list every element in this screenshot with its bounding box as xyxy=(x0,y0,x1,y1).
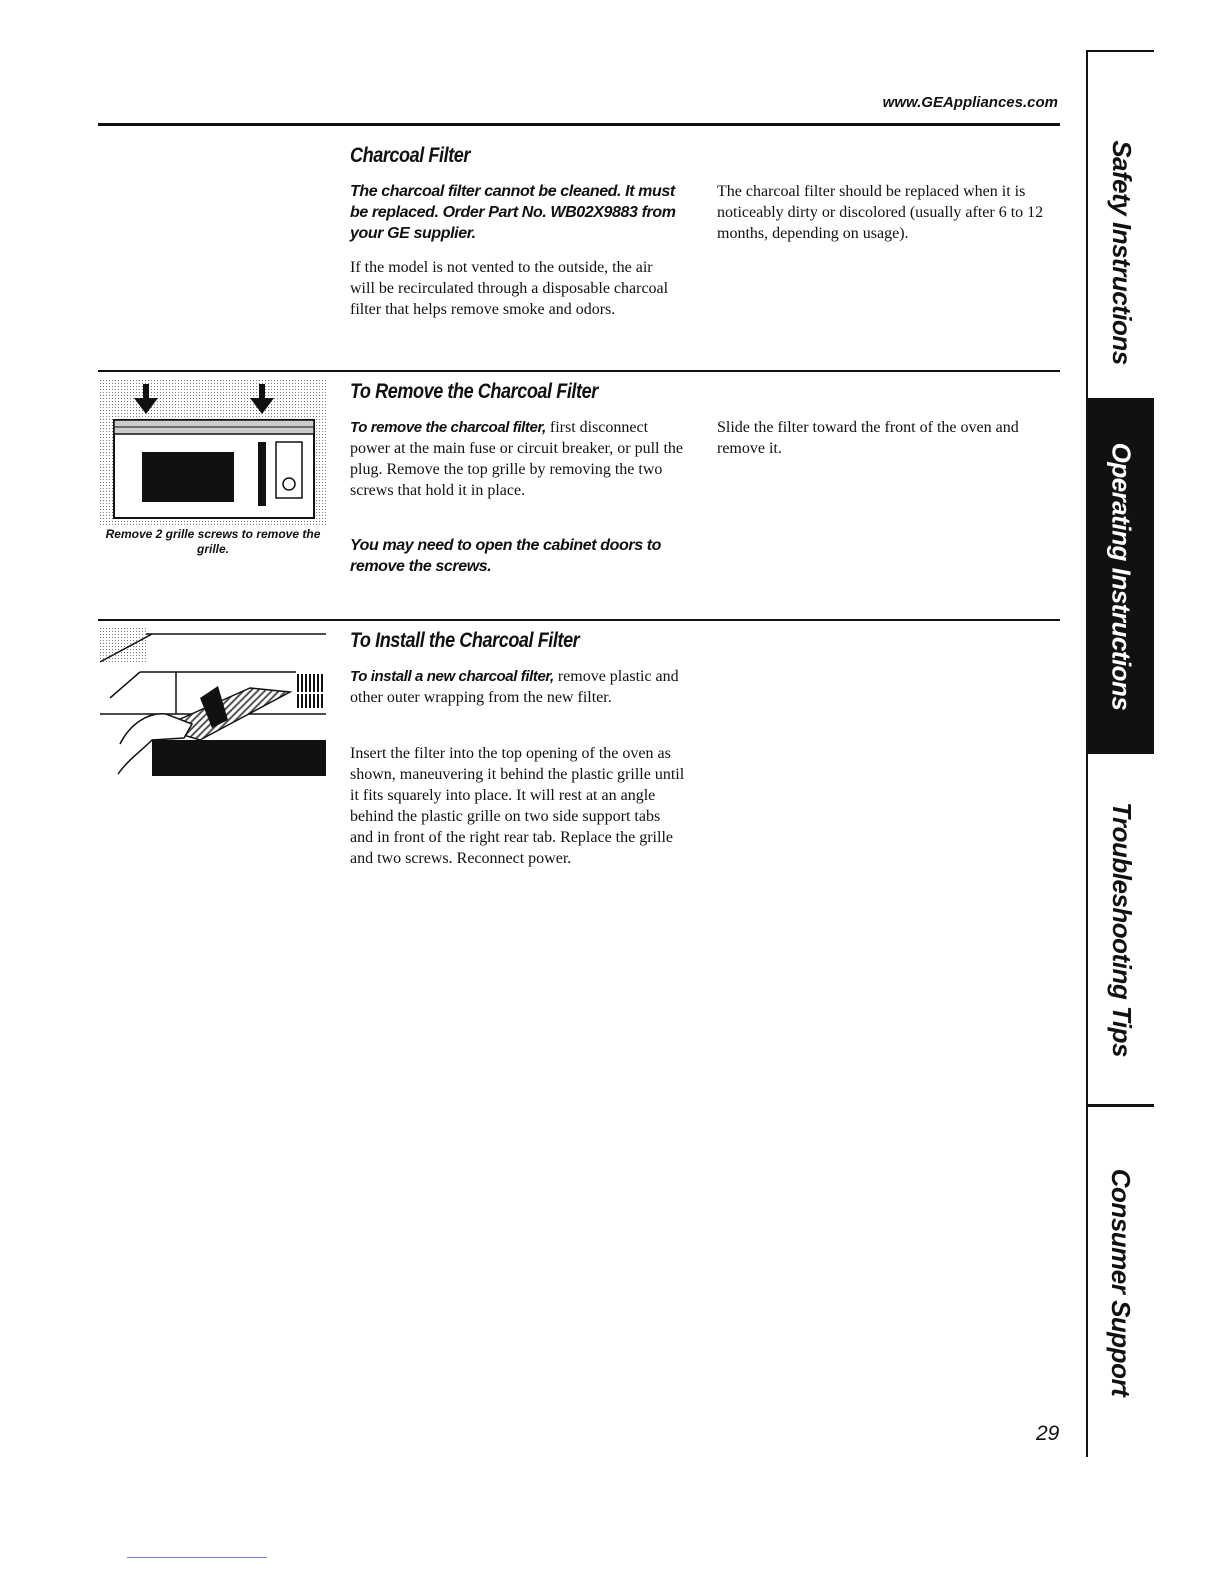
tab-safety-instructions[interactable] xyxy=(1088,92,1154,412)
tab-consumer-label: Consumer Support xyxy=(1106,1168,1137,1396)
install-filter-lead: To install a new charcoal filter, xyxy=(350,668,554,685)
section-divider-1 xyxy=(98,370,1060,372)
charcoal-filter-para2: The charcoal filter should be replaced when it is noticeably dirty or discolored (usually after 6 to 12 months, depending on usage). xyxy=(717,183,1044,242)
tab-consumer-support[interactable] xyxy=(1088,1107,1154,1457)
tab-operating-label: Operating Instructions xyxy=(1106,442,1137,710)
charcoal-filter-warning: The charcoal filter cannot be cleaned. It must be replaced. Order Part No. WB02X9883 from your GE supplier. xyxy=(350,183,676,242)
install-filter-text: remove plastic and other outer wrapping from the new filter. xyxy=(350,668,679,706)
side-tab-strip xyxy=(1086,50,1154,1457)
charcoal-filter-para1: If the model is not vented to the outside, the air will be recirculated through a disposable charcoal filter that helps remove smoke and odors. xyxy=(350,259,669,318)
page-number: 29 xyxy=(1036,1422,1060,1445)
install-filter-para1 xyxy=(350,666,685,708)
section-title-remove-filter: To Remove the Charcoal Filter xyxy=(350,380,598,403)
tab-operating-instructions[interactable] xyxy=(1088,398,1154,754)
install-filter-para2: Insert the filter into the top opening of the oven as shown, maneuvering it behind the plastic grille until it fits squarely into place. It will rest at an angle behind the plastic grille on two side support tabs and in front of the right rear tab. Replace the grille and two screws. Reconnect power. xyxy=(350,745,685,867)
grille-removal-illustration xyxy=(100,380,326,526)
header-rule xyxy=(98,123,1060,126)
remove-filter-para2: Slide the filter toward the front of the oven and remove it. xyxy=(717,419,1019,457)
section-title-install-filter: To Install the Charcoal Filter xyxy=(350,629,580,652)
grille-removal-caption: Remove 2 grille screws to remove the grille. xyxy=(105,527,321,556)
remove-filter-text: first disconnect power at the main fuse or circuit breaker, or pull the plug. Remove the top grille by removing the two screws that hold it in place. xyxy=(350,419,684,499)
remove-filter-note: You may need to open the cabinet doors to remove the screws. xyxy=(350,537,662,575)
tab-troubleshooting-label: Troubleshooting Tips xyxy=(1106,801,1137,1057)
remove-filter-lead: To remove the charcoal filter, xyxy=(350,419,546,436)
section-title-charcoal-filter: Charcoal Filter xyxy=(350,144,471,167)
tab-safety-label: Safety Instructions xyxy=(1106,139,1137,365)
tab-troubleshooting-tips[interactable] xyxy=(1088,754,1154,1104)
header-url: www.GEAppliances.com xyxy=(882,94,1058,111)
section-divider-2 xyxy=(98,619,1060,621)
bottom-mark xyxy=(127,1557,267,1558)
filter-install-illustration xyxy=(100,628,326,778)
remove-filter-para1 xyxy=(350,417,690,501)
